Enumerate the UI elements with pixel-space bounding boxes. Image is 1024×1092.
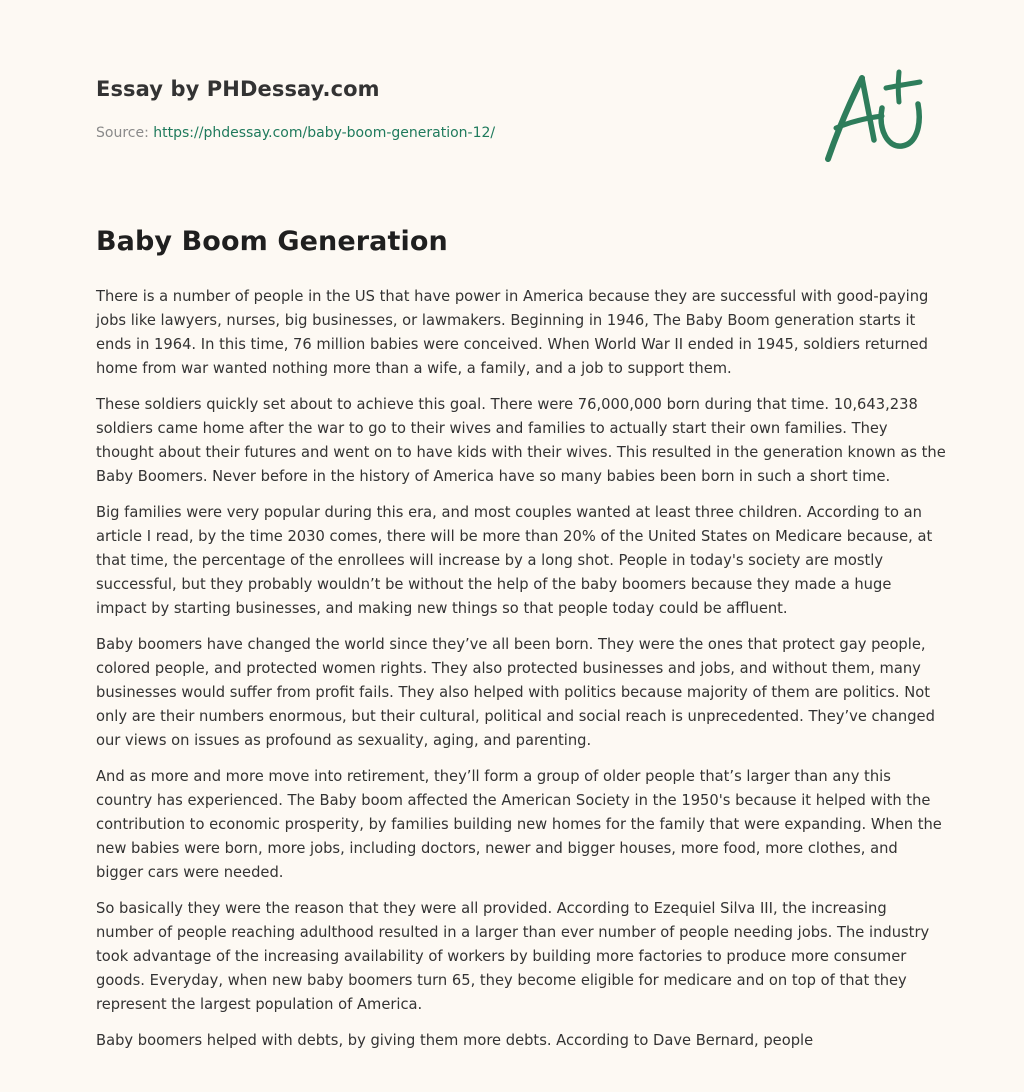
essay-paragraph: These soldiers quickly set about to achieve this goal. There were 76,000,000 born during that time. 10,643,238 soldiers came home after the war to go to their wives and families to actually start their own families. They thought about their futures and went on to have kids with their wives. This resulted in the generation known as the Baby Boomers. Never before in the history of America have so many babies been born in such a short time. <box>96 396 946 485</box>
a-plus-grade-icon <box>822 68 928 164</box>
essay-body <box>96 285 946 1065</box>
essay-paragraph: There is a number of people in the US that have power in America because they are successful with good-paying jobs like lawyers, nurses, big businesses, or lawmakers. Beginning in 1946, The Baby Boom generation starts it ends in 1964. In this time, 76 million babies were conceived. When World War II ended in 1945, soldiers returned home from war wanted nothing more than a wife, a family, and a job to support them. <box>96 288 929 377</box>
essay-paragraph: Baby boomers helped with debts, by giving them more debts. According to Dave Bernard, people <box>96 1032 814 1049</box>
source-label: Source: <box>96 125 149 141</box>
source-link[interactable]: https://phdessay.com/baby-boom-generation-12/ <box>153 125 496 141</box>
site-title: Essay by PHDessay.com <box>96 77 380 101</box>
source-line <box>96 125 495 141</box>
essay-paragraph: Baby boomers have changed the world since they’ve all been born. They were the ones that protect gay people, colored people, and protected women rights. They also protected businesses and jobs, and without them, many businesses would suffer from profit fails. They also helped with politics because majority of them are politics. Not only are their numbers enormous, but their cultural, political and social reach is unprecedented. They’ve changed our views on issues as profound as sexuality, aging, and parenting. <box>96 636 935 749</box>
essay-title: Baby Boom Generation <box>96 226 448 257</box>
essay-paragraph: Big families were very popular during this era, and most couples wanted at least three children. According to an article I read, by the time 2030 comes, there will be more than 20% of the United States on Medicare because, at that time, the percentage of the enrollees will increase by a long shot. People in today's society are mostly successful, but they probably wouldn’t be without the help of the baby boomers because they made a huge impact by starting businesses, and making new things so that people today could be affluent. <box>96 504 933 617</box>
essay-paragraph: And as more and more move into retirement, they’ll form a group of older people that’s larger than any this country has experienced. The Baby boom affected the American Society in the 1950's because it helped with the contribution to economic prosperity, by families building new homes for the family that were expanding. When the new babies were born, more jobs, including doctors, newer and bigger houses, more food, more clothes, and bigger cars were needed. <box>96 768 942 881</box>
essay-paragraph: So basically they were the reason that they were all provided. According to Ezequiel Silva III, the increasing number of people reaching adulthood resulted in a larger than ever number of people needing jobs. The industry took advantage of the increasing availability of workers by building more factories to produce more consumer goods. Everyday, when new baby boomers turn 65, they become eligible for medicare and on top of that they represent the largest population of America. <box>96 900 930 1013</box>
